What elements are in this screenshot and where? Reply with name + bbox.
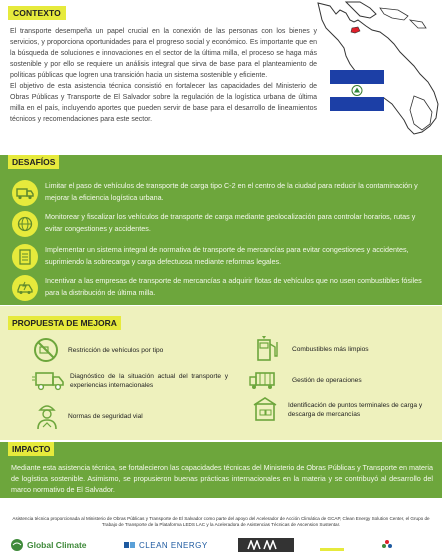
propuesta-text: Normas de seguridad vial — [68, 412, 143, 420]
clean-energy-logo — [124, 538, 208, 552]
propuesta-section — [0, 306, 442, 440]
propuesta-heading: PROPUESTA DE MEJORA — [8, 316, 121, 330]
propuesta-text: Combustibles más limpios — [292, 345, 369, 353]
fuel-pump-icon — [254, 334, 282, 364]
desafio-text: Monitorear y fiscalizar los vehículos de transporte de carga mediante geolocalización para controlar horarios, rutas y evitar congestiones y accidentes. — [45, 212, 416, 233]
desafio-item — [0, 179, 442, 207]
propuesta-text: Restricción de vehículos por tipo — [68, 346, 164, 354]
desafio-item — [0, 274, 442, 302]
operations-truck-icon — [248, 368, 280, 392]
contexto-heading: CONTEXTO — [8, 6, 66, 20]
propuesta-item — [254, 334, 434, 364]
el-salvador-flag — [330, 70, 384, 111]
logos-bar — [0, 538, 442, 552]
desafios-section — [0, 155, 442, 305]
leds-logo-block — [238, 538, 294, 552]
loading-dock-icon — [252, 396, 278, 424]
contexto-paragraph-1: El transporte desempeña un papel crucial en la conexión de las personas con los bienes y servicios, y proporciona oportunidades para el progreso social y económico. Es importante que en la búsqueda de soluciones e innovaciones en el sector de la última milla, el proceso se haga más sostenible y por ello se requiere un análisis integral que sirva de base para el planteamiento de políticas públicas que logren una transición hacia un sistema sostenible y eficiente. — [10, 28, 317, 79]
delivery-truck-icon — [32, 370, 66, 392]
contexto-body — [10, 27, 317, 126]
propuesta-item — [32, 336, 222, 364]
flower-logo-icon — [380, 538, 394, 552]
el-salvador-map — [310, 0, 442, 142]
leds-logo — [238, 538, 294, 552]
clean-energy-mark-icon — [124, 540, 136, 550]
globe-gear-icon — [12, 211, 38, 237]
impacto-section — [0, 442, 442, 498]
map-illustration — [310, 0, 442, 142]
propuesta-item — [248, 368, 434, 392]
impacto-body: Mediante esta asistencia técnica, se fortalecieron las capacidades técnicas del Ministerio de Obras Públicas y Transporte en materia de logística sostenible. Asimismo, se propusieron buenas prácticas internacionales en la materia y se contribuyó al desarrollo del marco normativo de El Salvador. — [11, 463, 433, 495]
partner-logo — [320, 538, 344, 552]
clean-energy-logo-text: CLEAN ENERGY — [139, 540, 208, 550]
propuesta-item — [34, 401, 224, 431]
desafio-item — [0, 243, 442, 271]
no-truck-icon — [32, 336, 60, 364]
desafio-text: Limitar el paso de vehículos de transporte de carga tipo C-2 en el centro de la ciudad para reducir la contaminación y mejorar la eficiencia logística urbana. — [45, 181, 418, 202]
document-checklist-icon — [12, 244, 38, 270]
propuesta-text: Gestión de operaciones — [292, 376, 362, 384]
electric-car-icon — [12, 275, 38, 301]
propuesta-text: Diagnóstico de la situación actual del transporte y experiencias internacionales — [70, 373, 228, 389]
gcap-logo — [10, 538, 87, 552]
desafio-item — [0, 210, 442, 238]
propuesta-text: Identificación de puntos terminales de carga y descarga de mercancías — [288, 402, 423, 418]
propuesta-item — [32, 370, 228, 392]
desafio-text: Incentivar a las empresas de transporte de mercancías a adquirir flotas de vehículos que no usen combustibles fósiles para la distribución de última milla. — [45, 276, 422, 297]
desafios-heading: DESAFÍOS — [8, 155, 59, 169]
partner-logo-flower — [380, 538, 394, 552]
impacto-heading: IMPACTO — [8, 442, 54, 456]
contexto-paragraph-2: El objetivo de esta asistencia técnica consistió en fortalecer las capacidades del Ministerio de Obras Públicas y Transporte de El Salvador sobre la regulación de la logística urbana de última milla en el país, incluyendo aportes que pueden servir de base para el desarrollo de lineamientos técnicos y recomendaciones para este sector. — [10, 82, 317, 123]
footnote: Asistencia técnica proporcionada al Ministerio de Obras Públicas y Transporte de El Salvador como parte del apoyo del Acelerador de Acción Climática de GCAP, Clean Energy Solution Center, el Grupo de Trabajo de Transporte de la Plataforma LEDS LAC y la Aceleradora de Asistencias Técnicas de Ascension Sustentar. — [12, 516, 430, 527]
desafio-text: Implementar un sistema integral de normativa de transporte de mercancías para evitar congestiones y accidentes, suprimiendo la sobrecarga y carga defectuosa mediante reformas legales. — [45, 245, 409, 266]
propuesta-item — [252, 396, 436, 424]
globe-logo-icon — [10, 538, 24, 552]
safety-worker-icon — [34, 401, 60, 431]
gcap-logo-text: Global Climate — [27, 540, 87, 550]
truck-icon — [12, 180, 38, 206]
